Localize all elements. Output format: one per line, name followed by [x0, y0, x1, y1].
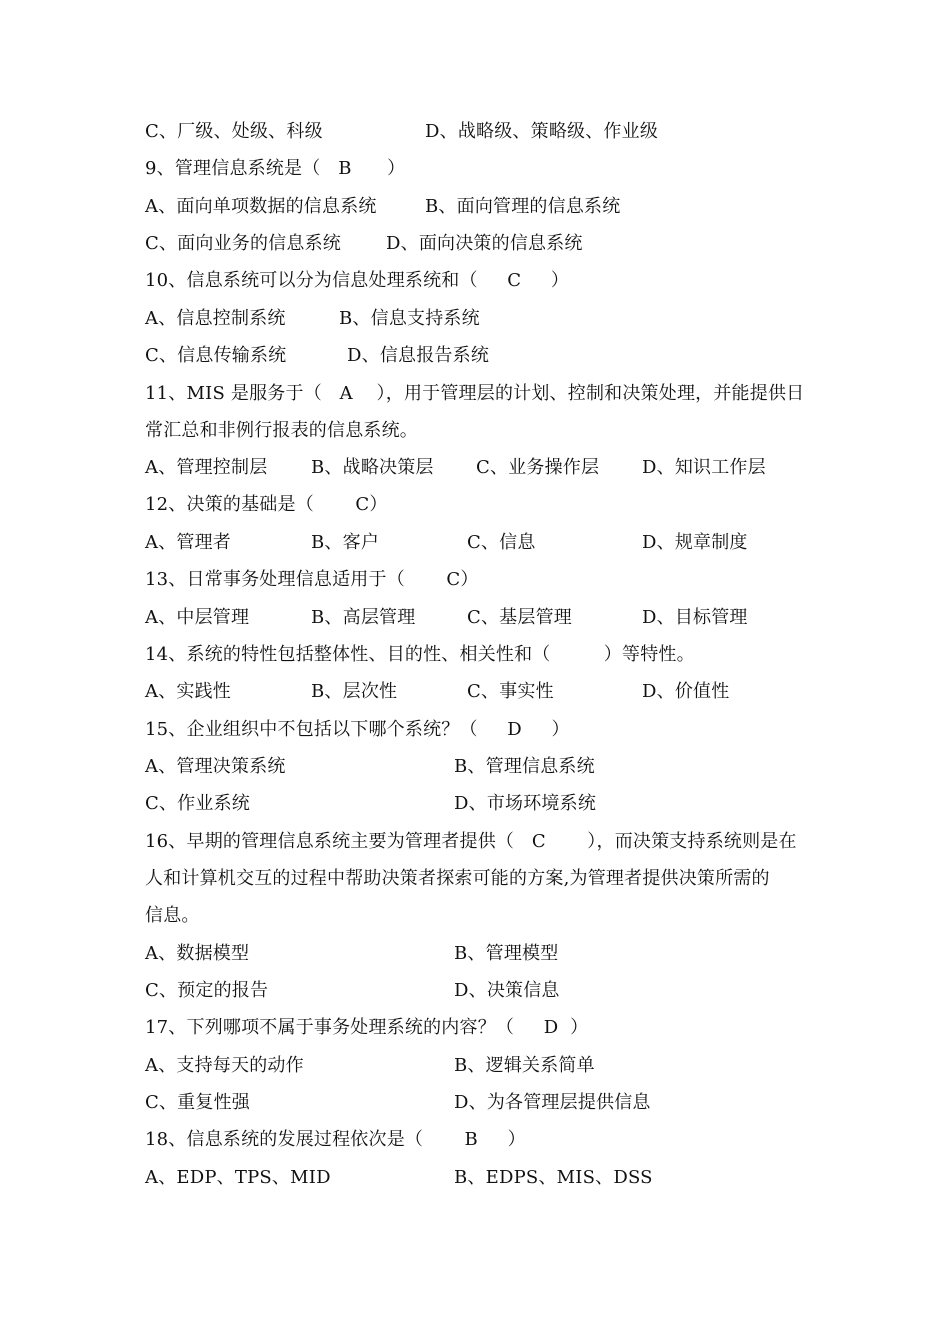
question-9 — [145, 156, 406, 182]
question-11 — [145, 381, 805, 407]
option-d: D、目标管理 — [642, 607, 748, 628]
question-16-continued — [145, 903, 200, 929]
option-a: A、数据模型 — [145, 943, 250, 964]
option-d: D、市场环境系统 — [454, 793, 597, 814]
option-b: B、面向管理的信息系统 — [425, 196, 621, 217]
option-b: B、层次性 — [311, 681, 398, 702]
option-d: D、面向决策的信息系统 — [386, 233, 583, 254]
question-10 — [145, 268, 570, 294]
option-b: B、高层管理 — [311, 607, 416, 628]
option-line — [145, 1165, 653, 1191]
option-line — [145, 754, 595, 780]
option-a: A、管理决策系统 — [145, 756, 286, 777]
question-text: 12、决策的基础是（ C） — [145, 494, 388, 515]
question-17 — [145, 1015, 589, 1041]
option-line — [145, 605, 748, 631]
option-a: A、面向单项数据的信息系统 — [145, 196, 377, 217]
question-16 — [145, 829, 797, 855]
question-text: 13、日常事务处理信息适用于（ C） — [145, 569, 479, 590]
option-line — [145, 941, 559, 967]
option-c: C、业务操作层 — [476, 457, 600, 478]
question-14 — [145, 642, 695, 668]
option-a: A、中层管理 — [145, 607, 250, 628]
option-line — [145, 194, 621, 220]
option-c: C、信息传输系统 — [145, 345, 287, 366]
option-a: A、支持每天的动作 — [145, 1055, 304, 1076]
question-text: 14、系统的特性包括整体性、目的性、相关性和（ ）等特性。 — [145, 644, 695, 665]
question-12 — [145, 492, 388, 518]
option-d: D、战略级、策略级、作业级 — [425, 121, 659, 142]
question-11-continued — [145, 418, 418, 444]
option-line — [145, 679, 730, 705]
question-text: 人和计算机交互的过程中帮助决策者探索可能的方案,为管理者提供决策所需的 — [145, 868, 770, 889]
option-line — [145, 791, 597, 817]
question-text: 16、早期的管理信息系统主要为管理者提供（ C ），而决策支持系统则是在 — [145, 831, 797, 852]
option-b: B、信息支持系统 — [339, 308, 480, 329]
option-b: B、客户 — [311, 532, 380, 553]
option-c: C、厂级、处级、科级 — [145, 121, 323, 142]
question-16-continued — [145, 866, 770, 892]
question-15 — [145, 717, 570, 743]
question-13 — [145, 567, 479, 593]
option-a: A、实践性 — [145, 681, 231, 702]
option-d: D、为各管理层提供信息 — [454, 1092, 651, 1113]
option-c: C、预定的报告 — [145, 980, 269, 1001]
question-text: 11、MIS 是服务于（ A ），用于管理层的计划、控制和决策处理，并能提供日 — [145, 383, 805, 404]
option-line — [145, 978, 560, 1004]
option-line — [145, 530, 748, 556]
option-c: C、面向业务的信息系统 — [145, 233, 341, 254]
question-text: 9、管理信息系统是（ B ） — [145, 158, 406, 179]
question-text: 18、信息系统的发展过程依次是（ B ） — [145, 1129, 526, 1150]
option-line — [145, 1053, 595, 1079]
option-b: B、管理信息系统 — [454, 756, 595, 777]
option-b: B、逻辑关系简单 — [454, 1055, 595, 1076]
option-a: A、信息控制系统 — [145, 308, 286, 329]
option-d: D、价值性 — [642, 681, 730, 702]
option-c: C、作业系统 — [145, 793, 250, 814]
option-c: C、重复性强 — [145, 1092, 250, 1113]
option-line — [145, 455, 766, 481]
option-line — [145, 231, 583, 257]
option-b: B、EDPS、MIS、DSS — [454, 1167, 653, 1188]
option-a: A、管理控制层 — [145, 457, 268, 478]
option-b: B、管理模型 — [454, 943, 559, 964]
question-text: 15、企业组织中不包括以下哪个系统？（ D ） — [145, 719, 570, 740]
option-line — [145, 306, 480, 332]
question-text: 常汇总和非例行报表的信息系统。 — [145, 420, 418, 441]
option-line — [145, 1090, 651, 1116]
option-line — [145, 119, 659, 145]
question-text: 信息。 — [145, 905, 200, 926]
option-c: C、基层管理 — [467, 607, 572, 628]
option-d: D、知识工作层 — [642, 457, 766, 478]
option-a: A、EDP、TPS、MID — [145, 1167, 331, 1188]
option-line — [145, 343, 490, 369]
question-18 — [145, 1127, 526, 1153]
option-b: B、战略决策层 — [311, 457, 434, 478]
option-d: D、信息报告系统 — [347, 345, 490, 366]
question-text: 17、下列哪项不属于事务处理系统的内容？（ D ） — [145, 1017, 589, 1038]
option-d: D、规章制度 — [642, 532, 748, 553]
option-c: C、事实性 — [467, 681, 554, 702]
option-c: C、信息 — [467, 532, 536, 553]
option-d: D、决策信息 — [454, 980, 560, 1001]
option-a: A、管理者 — [145, 532, 231, 553]
question-text: 10、信息系统可以分为信息处理系统和（ C ） — [145, 270, 570, 291]
